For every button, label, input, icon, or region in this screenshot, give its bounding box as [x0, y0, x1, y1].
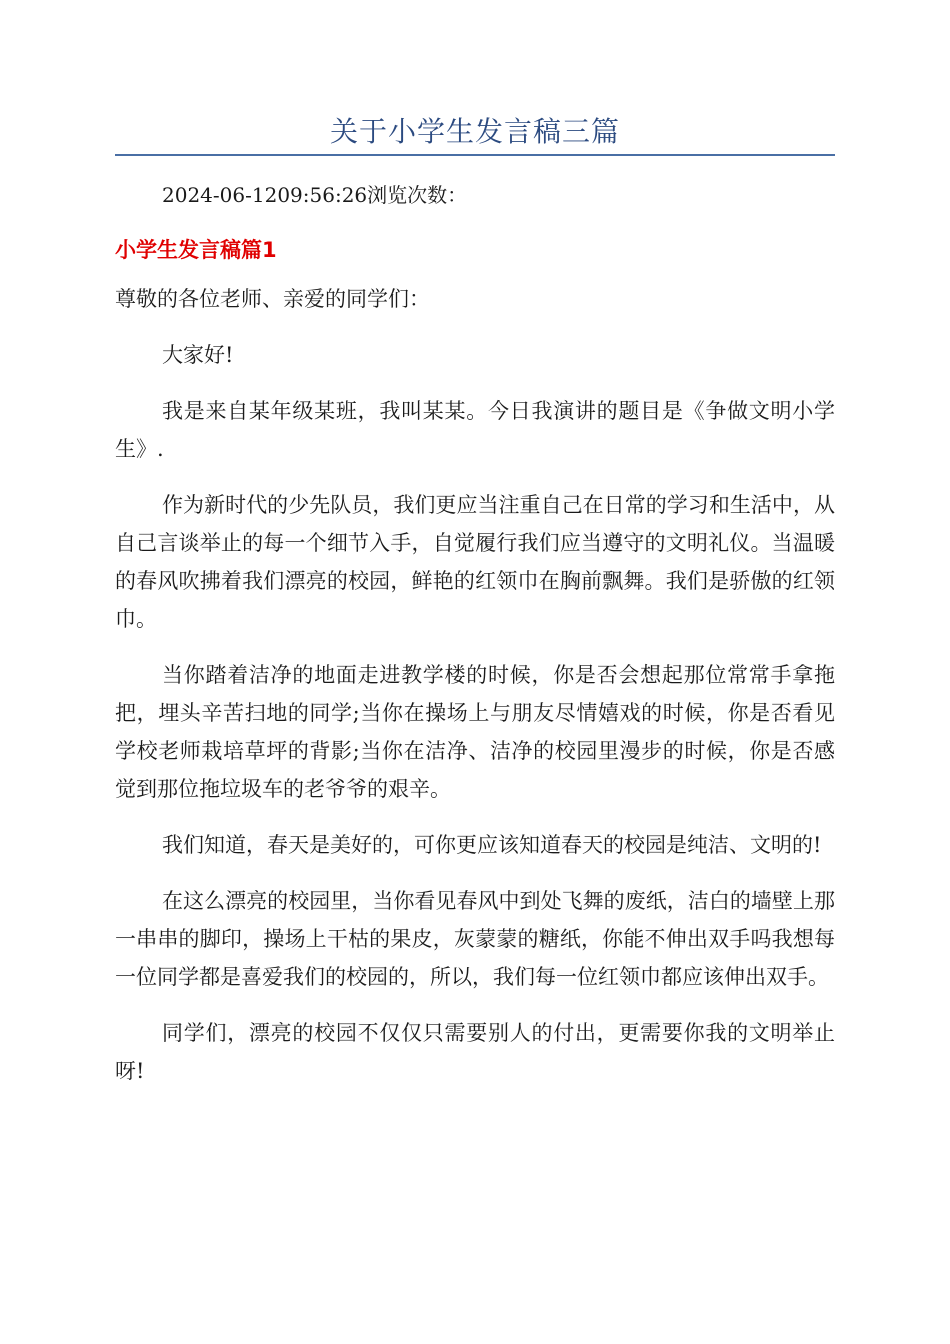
title-underline — [115, 154, 835, 156]
document-body — [115, 280, 835, 1108]
greeting-paragraph: 大家好! — [162, 343, 234, 367]
body-paragraph: 我是来自某年级某班，我叫某某。今日我演讲的题目是《争做文明小学生》. — [115, 399, 835, 461]
body-paragraph: 在这么漂亮的校园里，当你看见春风中到处飞舞的废纸，洁白的墙壁上那一串串的脚印，操场上干枯的果皮，灰蒙蒙的糖纸，你能不伸出双手吗我想每一位同学都是喜爱我们的校园的，所以，我们每一位红领巾都应该伸出双手。 — [115, 889, 835, 989]
body-paragraph: 我们知道，春天是美好的，可你更应该知道春天的校园是纯洁、文明的! — [162, 833, 822, 857]
body-paragraph: 当你踏着洁净的地面走进教学楼的时候，你是否会想起那位常常手拿拖把，埋头辛苦扫地的同学;当你在操场上与朋友尽情嬉戏的时候，你是否看见学校老师栽培草坪的背影;当你在洁净、洁净的校园里漫步的时候，你是否感觉到那位拖垃圾车的老爷爷的艰辛。 — [115, 663, 835, 801]
document-title: 关于小学生发言稿三篇 — [329, 115, 620, 148]
salutation-paragraph: 尊敬的各位老师、亲爱的同学们： — [115, 287, 430, 311]
publish-meta: 2024-06-1209:56:26浏览次数： — [162, 183, 468, 207]
body-paragraph: 同学们，漂亮的校园不仅仅只需要别人的付出，更需要你我的文明举止呀! — [115, 1021, 835, 1083]
body-paragraph: 作为新时代的少先队员，我们更应当注重自己在日常的学习和生活中，从自己言谈举止的每一个细节入手，自觉履行我们应当遵守的文明礼仪。当温暖的春风吹拂着我们漂亮的校园，鲜艳的红领巾在胸前飘舞。我们是骄傲的红领巾。 — [115, 493, 835, 631]
section-heading: 小学生发言稿篇1 — [115, 238, 277, 262]
